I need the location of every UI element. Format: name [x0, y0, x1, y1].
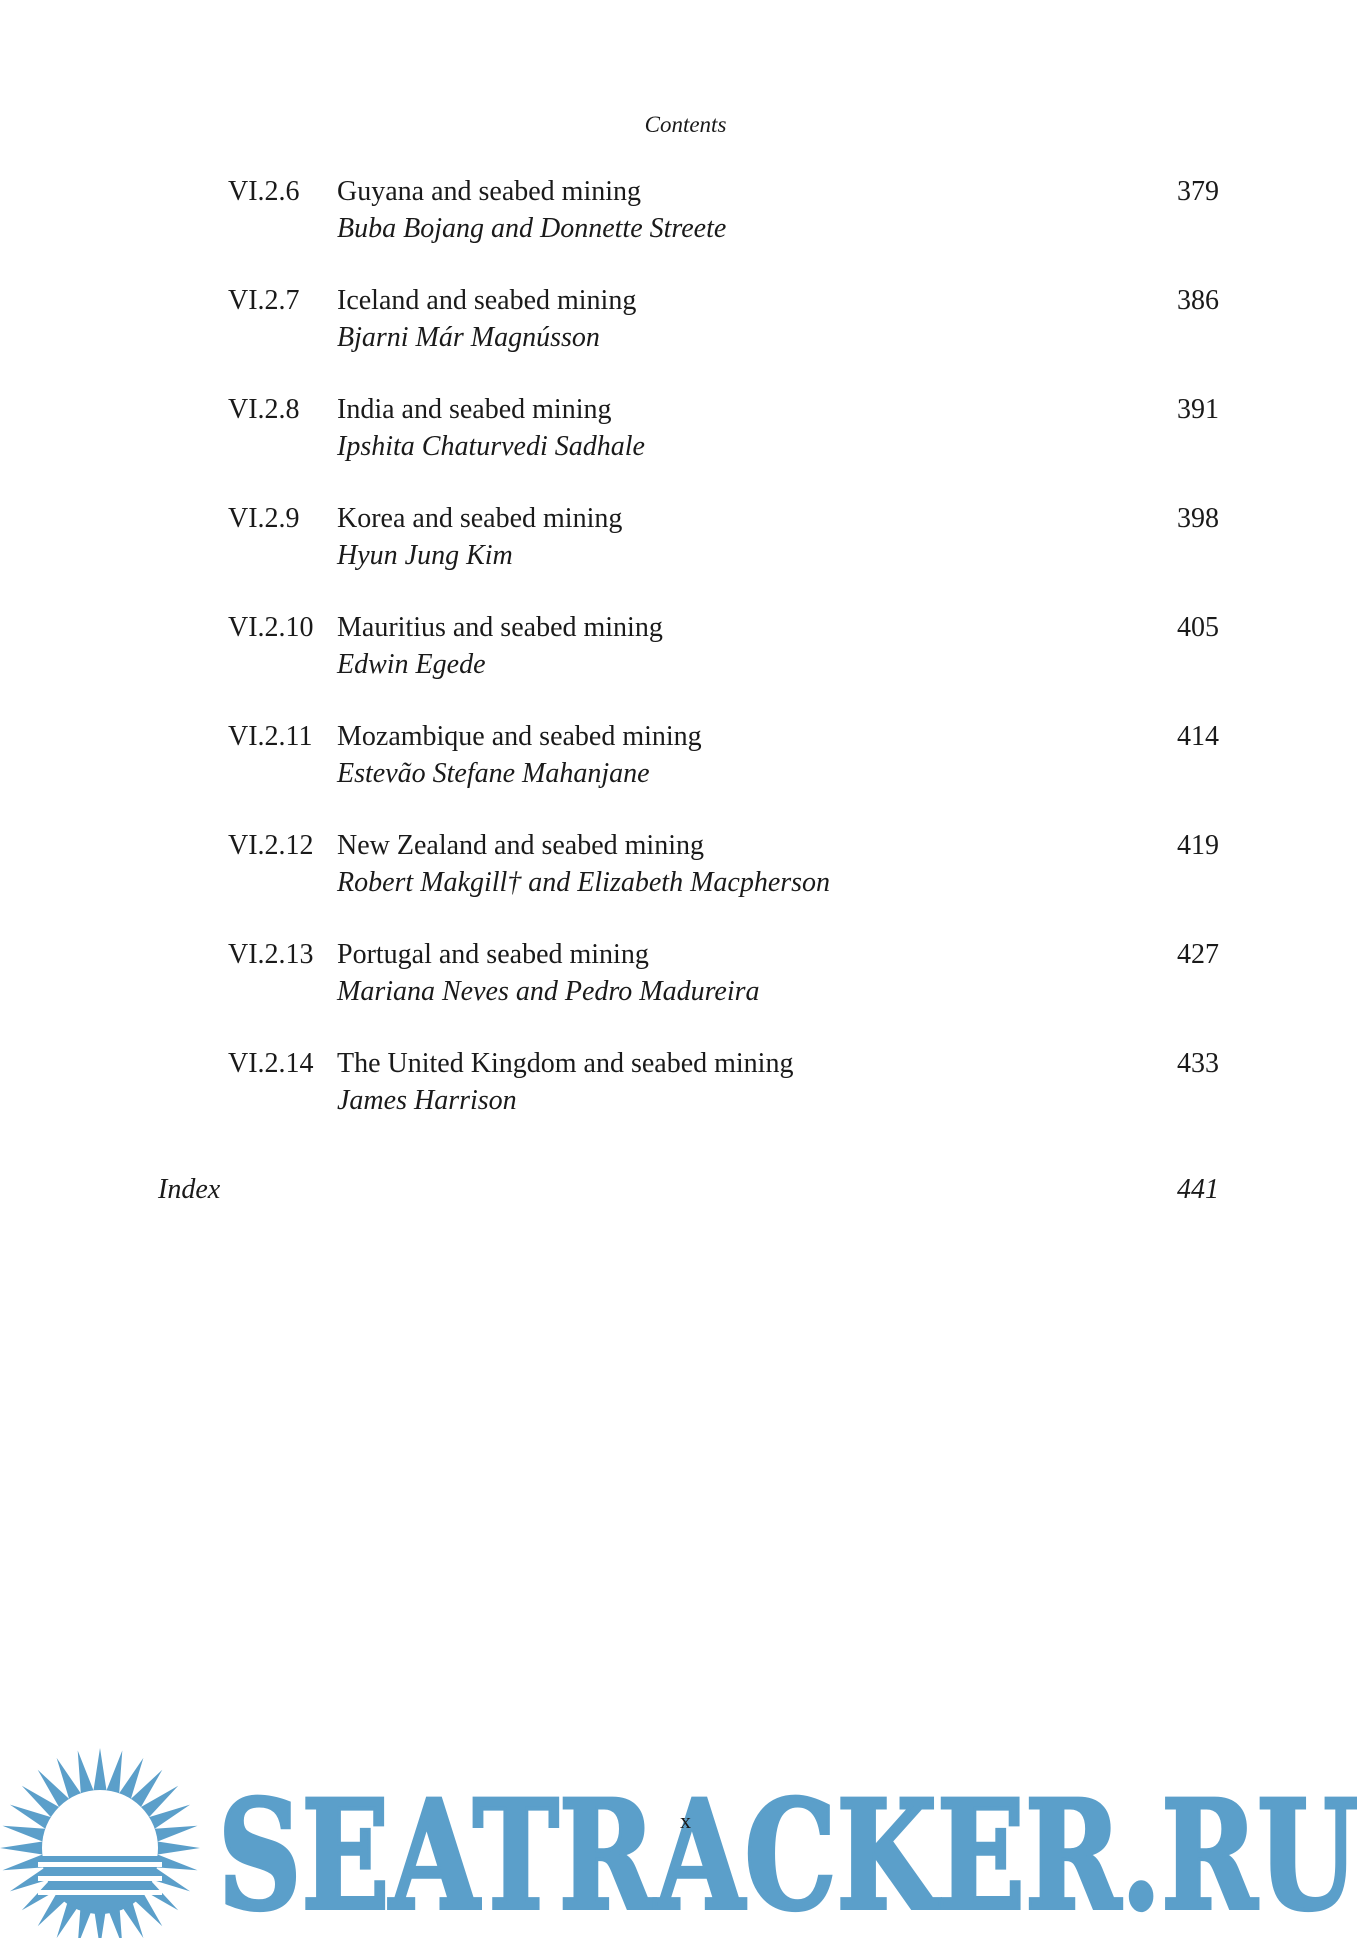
entry-title: Korea and seabed mining	[337, 503, 623, 534]
toc-entry	[0, 937, 1371, 1046]
entry-number: VI.2.13	[228, 939, 314, 970]
entry-title: Iceland and seabed mining	[337, 285, 637, 316]
toc-entry	[0, 392, 1371, 501]
entry-page: 391	[1177, 394, 1219, 425]
entry-number: VI.2.8	[228, 394, 300, 425]
entry-title: Portugal and seabed mining	[337, 939, 649, 970]
toc-entry	[0, 174, 1371, 283]
page-folio: x	[680, 1808, 691, 1833]
entry-number: VI.2.14	[228, 1048, 314, 1079]
entry-page: 433	[1177, 1048, 1219, 1079]
table-of-contents	[0, 174, 1371, 1155]
sun-logo-icon	[0, 1748, 200, 1938]
index-page: 441	[1177, 1174, 1219, 1205]
entry-page: 414	[1177, 721, 1219, 752]
entry-author: Bjarni Már Magnússon	[337, 322, 600, 353]
entry-author: Ipshita Chaturvedi Sadhale	[337, 431, 645, 462]
entry-title: India and seabed mining	[337, 394, 612, 425]
entry-number: VI.2.12	[228, 830, 314, 861]
entry-author: Estevão Stefane Mahanjane	[337, 758, 650, 789]
toc-entry	[0, 828, 1371, 937]
toc-entry	[0, 610, 1371, 719]
toc-entry	[0, 719, 1371, 828]
entry-number: VI.2.10	[228, 612, 314, 643]
entry-author: Buba Bojang and Donnette Streete	[337, 213, 727, 244]
watermark	[0, 1740, 1371, 1938]
entry-page: 386	[1177, 285, 1219, 316]
toc-entry	[0, 283, 1371, 392]
watermark-text: SEATRACKER.RU	[218, 1768, 1358, 1938]
entry-title: The United Kingdom and seabed mining	[337, 1048, 794, 1079]
entry-number: VI.2.11	[228, 721, 313, 752]
entry-page: 427	[1177, 939, 1219, 970]
running-head: Contents	[644, 112, 727, 137]
entry-title: New Zealand and seabed mining	[337, 830, 704, 861]
entry-author: Mariana Neves and Pedro Madureira	[337, 976, 760, 1007]
entry-title: Guyana and seabed mining	[337, 176, 642, 207]
index-label: Index	[158, 1174, 221, 1205]
entry-author: Robert Makgill† and Elizabeth Macpherson	[337, 867, 831, 898]
index-entry	[0, 1172, 1371, 1212]
entry-page: 379	[1177, 176, 1219, 207]
toc-entry	[0, 1046, 1371, 1155]
entry-page: 419	[1177, 830, 1219, 861]
entry-page: 398	[1177, 503, 1219, 534]
entry-author: Edwin Egede	[337, 649, 486, 680]
entry-title: Mauritius and seabed mining	[337, 612, 663, 643]
entry-number: VI.2.7	[228, 285, 300, 316]
entry-author: Hyun Jung Kim	[337, 540, 513, 571]
entry-author: James Harrison	[337, 1085, 517, 1116]
toc-entry	[0, 501, 1371, 610]
entry-number: VI.2.9	[228, 503, 300, 534]
entry-number: VI.2.6	[228, 176, 300, 207]
entry-title: Mozambique and seabed mining	[337, 721, 702, 752]
entry-page: 405	[1177, 612, 1219, 643]
